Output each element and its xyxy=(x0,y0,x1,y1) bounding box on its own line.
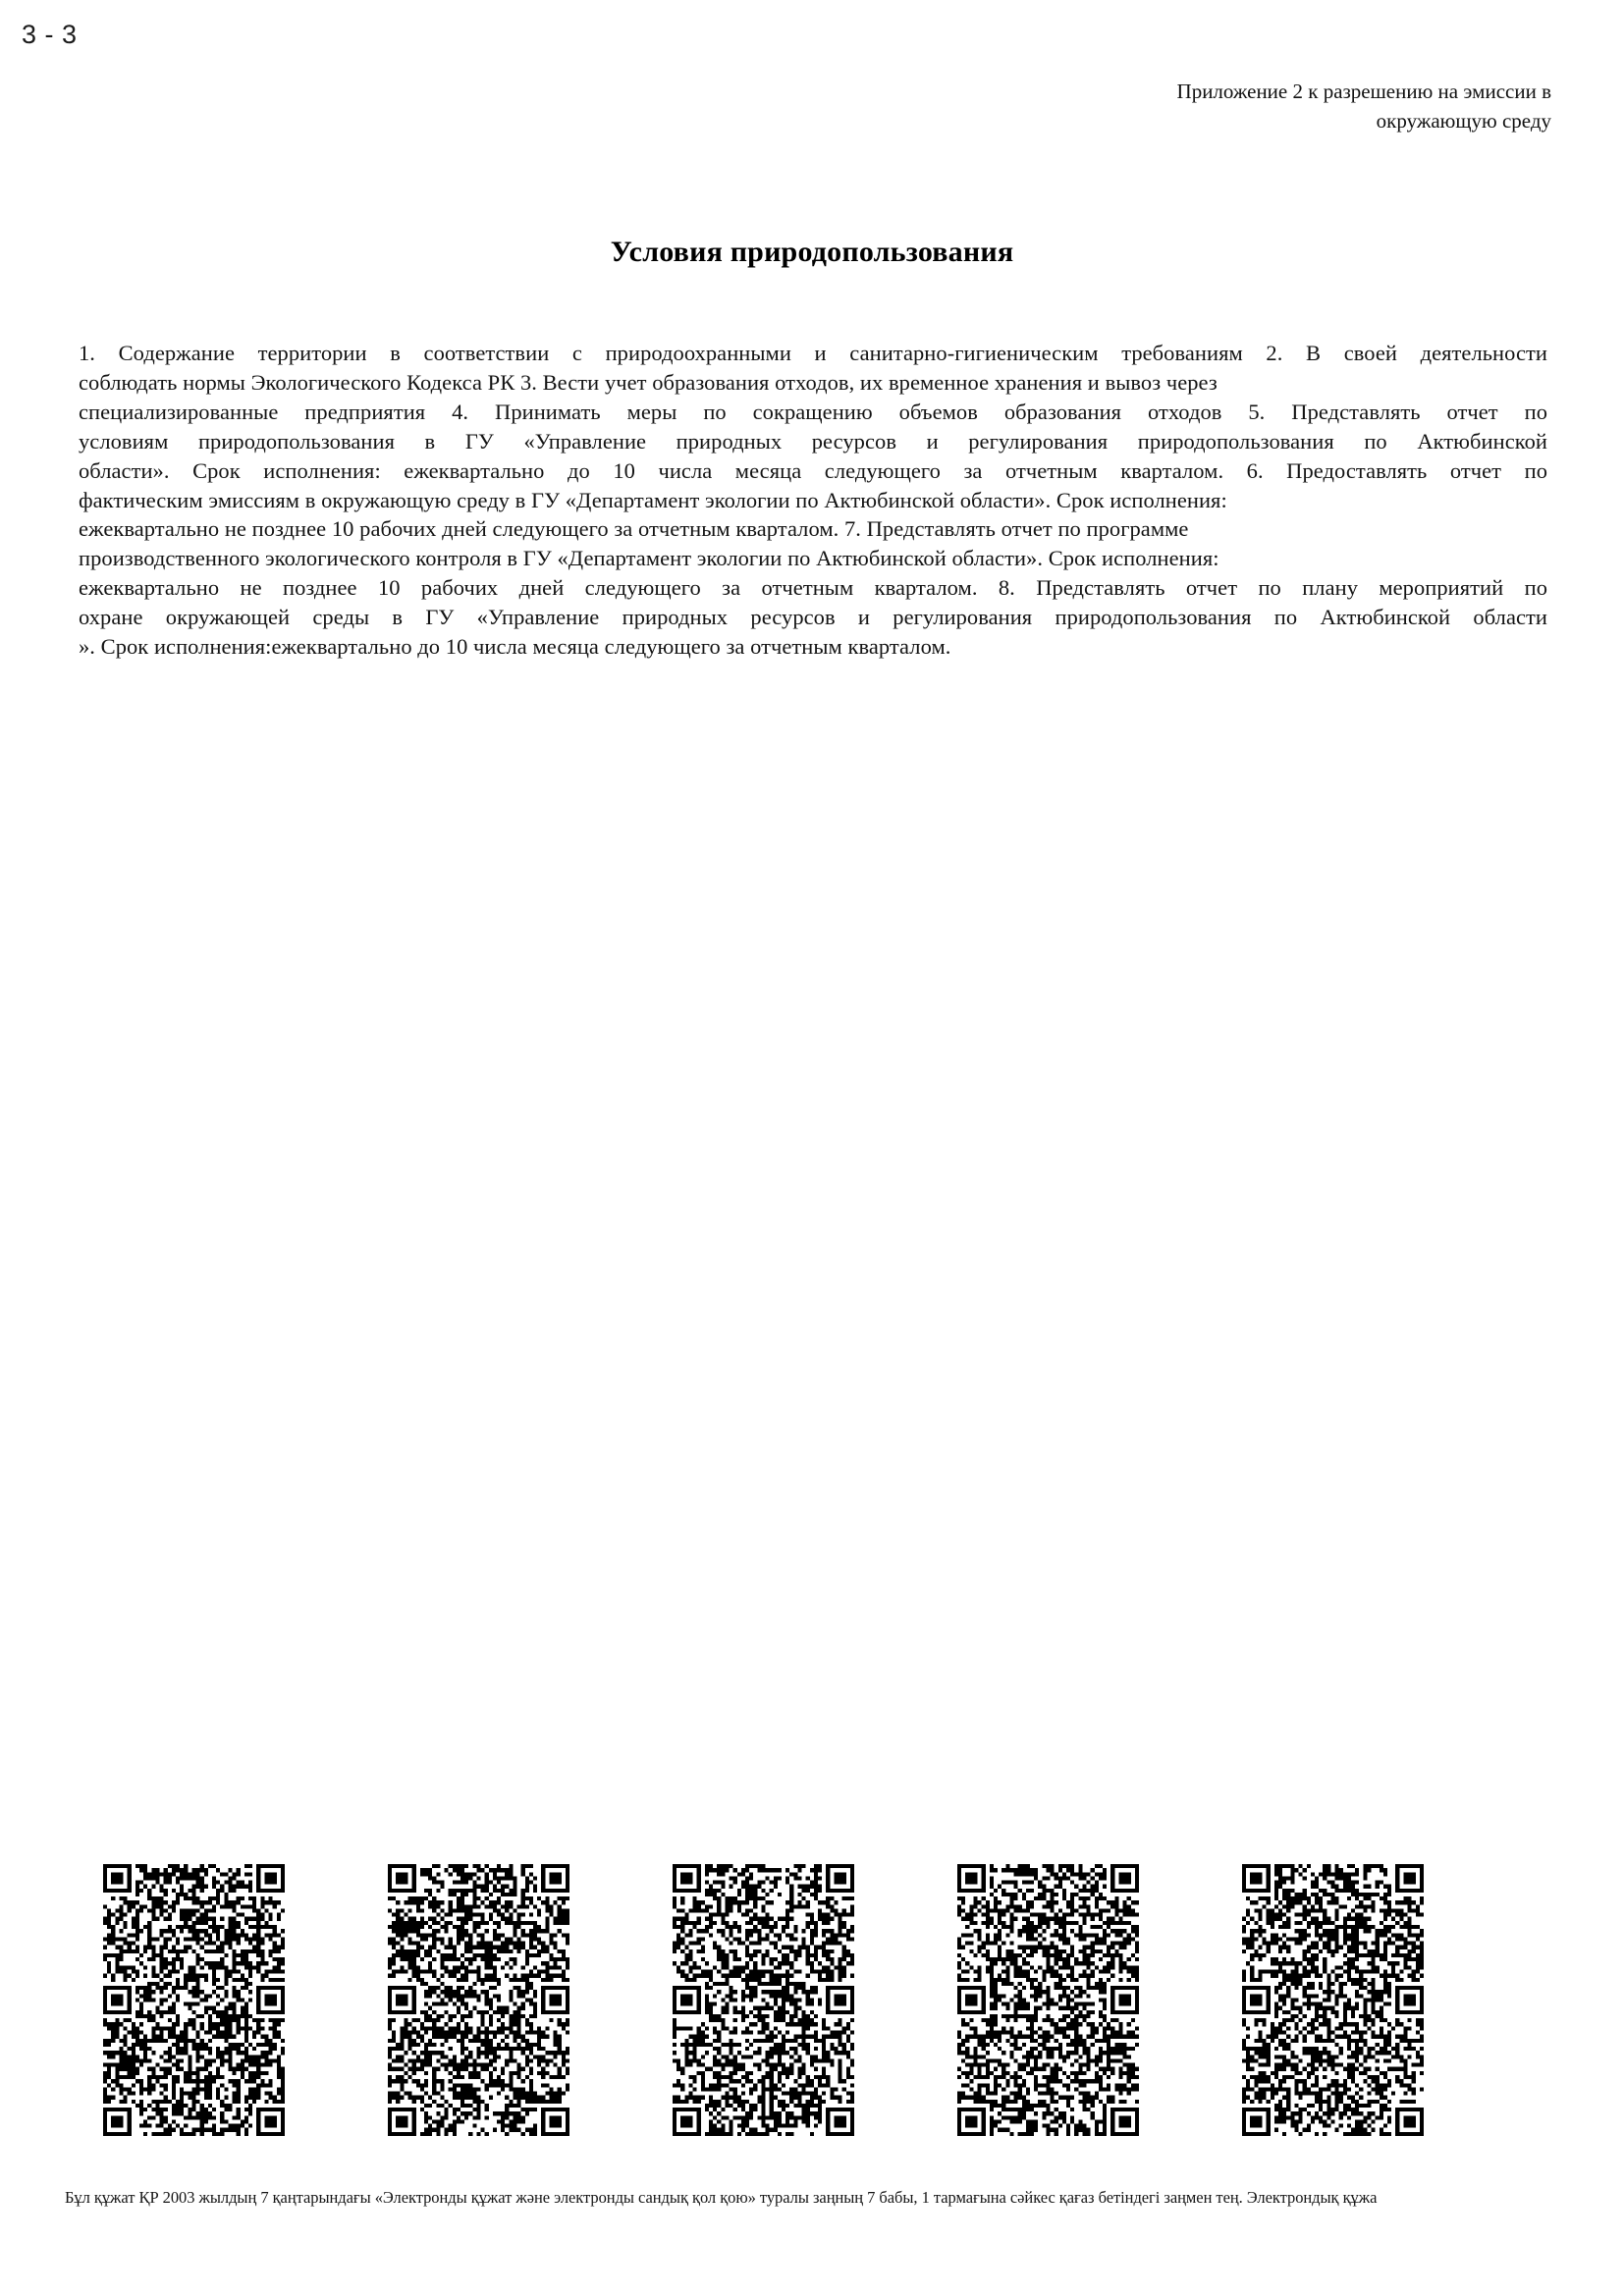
body-line: производственного экологического контроля в ГУ «Департамент экологии по Актюбинской области». Срок исполнения: xyxy=(79,546,1219,571)
body-line: области». Срок исполнения: ежеквартально до 10 числа месяца следующего за отчетным кварталом. 6. Предоставлять отчет по xyxy=(79,457,1547,483)
qr-code-image xyxy=(957,1864,1139,2136)
body-line: ». Срок исполнения:ежеквартально до 10 числа месяца следующего за отчетным кварталом. xyxy=(79,634,951,660)
legal-footer-text: Бұл құжат ҚР 2003 жылдың 7 қаңтарындағы «Электронды құжат және электронды сандық қол қою» туралы заңның 7 бабы, 1 тармағына сәйкес қағаз бетіндегі заңмен тең. Электрондық құжа xyxy=(65,2188,1378,2207)
body-text xyxy=(79,339,1547,662)
qr-code-strip xyxy=(103,1864,1624,2136)
page-marker: 3 - 3 xyxy=(22,20,78,49)
qr-code-image xyxy=(1242,1864,1424,2136)
qr-code-image xyxy=(388,1864,569,2136)
body-line: фактическим эмиссиям в окружающую среду в ГУ «Департамент экологии по Актюбинской области». Срок исполнения: xyxy=(79,487,1227,512)
qr-code-image xyxy=(673,1864,854,2136)
body-line: ежеквартально не позднее 10 рабочих дней следующего за отчетным кварталом. 7. Представлять отчет по программе xyxy=(79,516,1189,542)
qr-code-image xyxy=(103,1864,285,2136)
body-line: 1. Содержание территории в соответствии с природоохранными и санитарно-гигиеническим требованиям 2. В своей деятельности xyxy=(79,341,1547,365)
body-line: соблюдать нормы Экологического Кодекса РК 3. Вести учет образования отходов, их временное хранения и вывоз через xyxy=(79,369,1218,395)
header-line-1: Приложение 2 к разрешению на эмиссии в xyxy=(1176,80,1551,103)
page-title: Условия природопользования xyxy=(610,236,1014,268)
document-header xyxy=(982,77,1551,135)
body-line: охране окружающей среды в ГУ «Управление природных ресурсов и регулирования природопользования по Актюбинской области xyxy=(79,605,1547,630)
header-line-2: окружающую среду xyxy=(1376,109,1551,133)
body-line: условиям природопользования в ГУ «Управление природных ресурсов и регулирования природопользования по Актюбинской xyxy=(79,428,1547,454)
body-line: специализированные предприятия 4. Принимать меры по сокращению объемов образования отходов 5. Представлять отчет по xyxy=(79,399,1547,424)
body-line: ежеквартально не позднее 10 рабочих дней следующего за отчетным кварталом. 8. Представлять отчет по плану мероприятий по xyxy=(79,575,1547,601)
